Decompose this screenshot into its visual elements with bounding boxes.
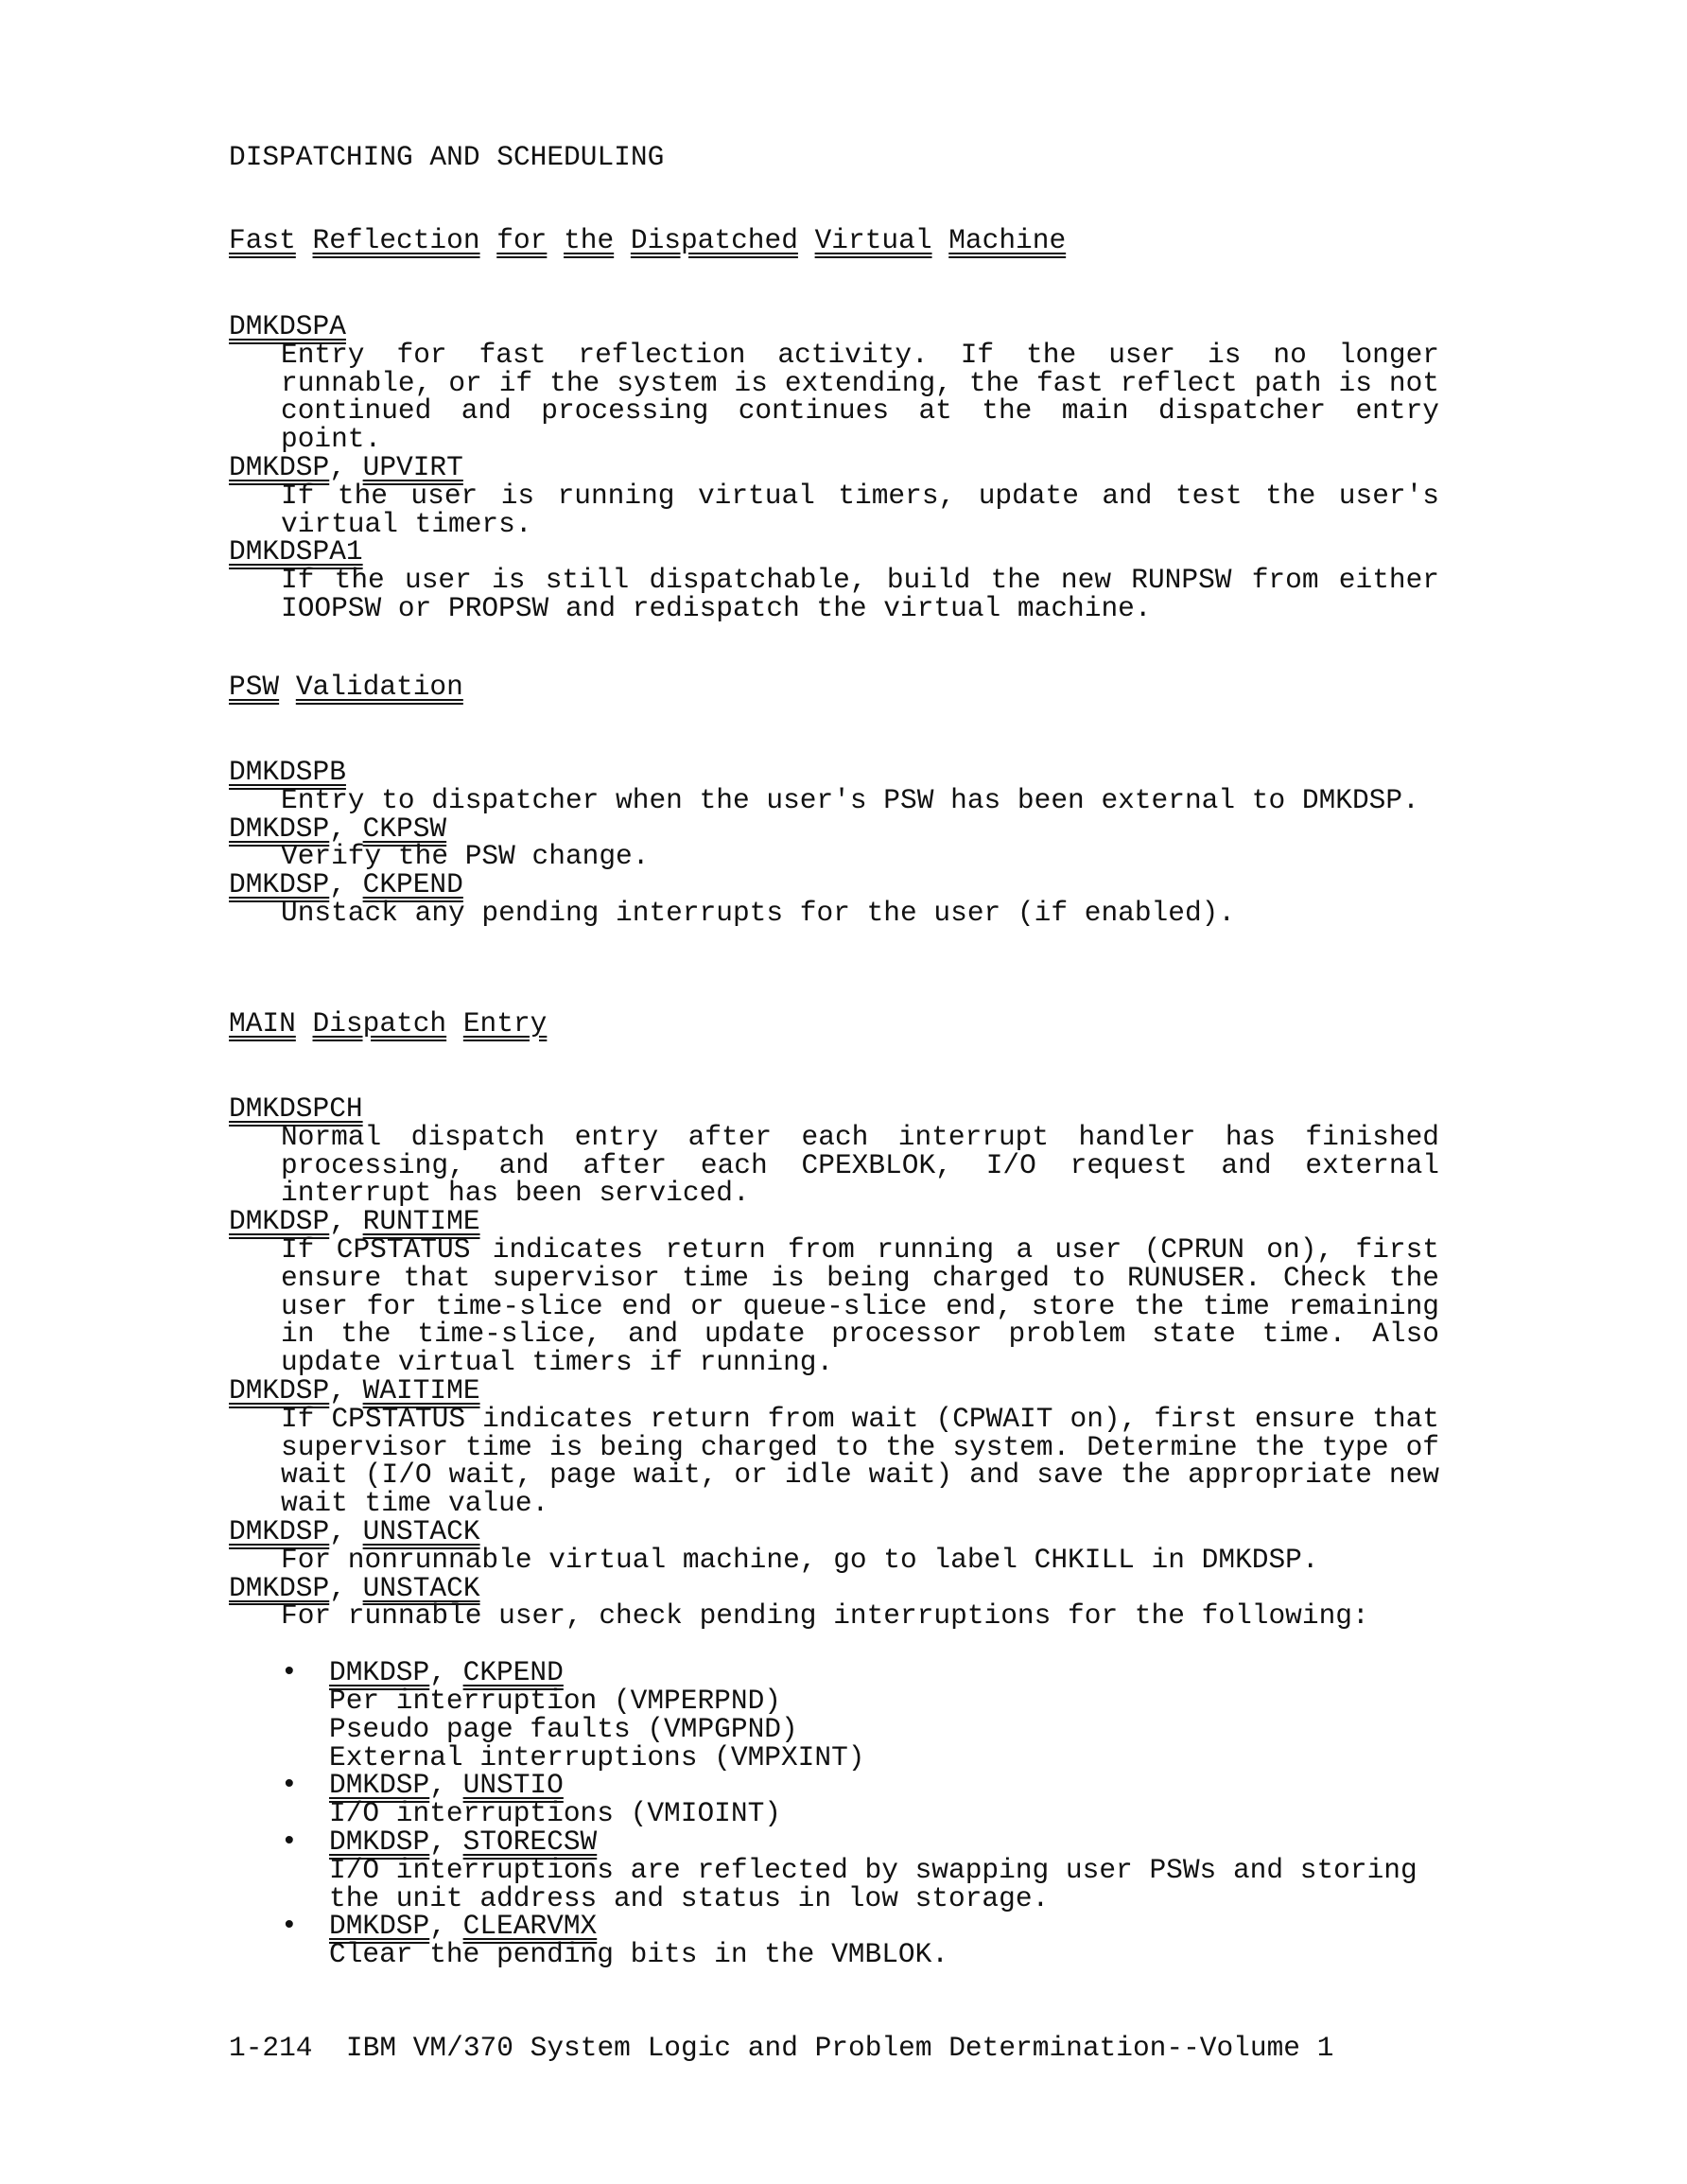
entry-label: DMKDSPA1 [229, 535, 363, 568]
entry-description: If the user is still dispatchable, build the new RUNPSW from either IOOPSW or PROPSW and redispatch the virtual machine. [281, 564, 1439, 624]
running-head: DISPATCHING AND SCHEDULING [229, 141, 665, 173]
section-title-psw-validation: PSW Validation [229, 671, 463, 703]
entry-description: Verify the PSW change. [281, 840, 650, 873]
entry-dmkdsp-waitime [229, 1373, 1439, 1520]
entry-description: Entry to dispatcher when the user's PSW has been external to DMKDSP. [281, 783, 1419, 816]
entry-dmkdsp-unstack-runnable [229, 1571, 1439, 1971]
entry-description: For runnable user, check pending interruptions for the following: [281, 1599, 1369, 1633]
entry-label: DMKDSPCH [229, 1092, 363, 1125]
bullet-item-unstio: • DMKDSP, UNSTIO I/O interruptions (VMIOINT) [281, 1769, 781, 1830]
entry-dmkdspa [229, 310, 1439, 456]
bullet-dot-icon: • [281, 1825, 298, 1858]
bullet-list [229, 1656, 1439, 1971]
entry-label: DMKDSP, CKPEND [229, 868, 463, 901]
entry-list-main-dispatch [229, 1092, 1439, 1971]
entry-dmkdsp-runtime [229, 1205, 1439, 1379]
entry-list-fast-reflection [229, 310, 1439, 624]
entry-description: Normal dispatch entry after each interrupt handler has finished processing, and after each CPEXBLOK, I/O request and external interrupt has been serviced. [281, 1120, 1439, 1210]
section-title-main-dispatch: MAIN Dispatch Entry [229, 1007, 548, 1040]
page-footer [229, 2032, 1334, 2064]
bullet-dot-icon: • [281, 1769, 298, 1802]
entry-dmkdspa1 [229, 535, 1439, 624]
bullet-dot-icon: • [281, 1656, 298, 1689]
page-number: 1-214 [229, 2032, 313, 2064]
entry-description: If CPSTATUS indicates return from wait (CPWAIT on), first ensure that supervisor time is being charged to the system. Determine the type of wait (I/O wait, page wait, or idle wait) and save the appropriate new wait time value. [281, 1402, 1439, 1520]
bullet-dot-icon: • [281, 1910, 298, 1943]
bullet-item-ckpend: • DMKDSP, CKPEND Per interruption (VMPERPND) Pseudo page faults (VMPGPND) External interruptions (VMPXINT) [281, 1656, 865, 1773]
entry-label: DMKDSP, RUNTIME [229, 1205, 480, 1238]
entry-label: DMKDSP, UNSTACK [229, 1571, 480, 1604]
bullet-item-storecsw: • DMKDSP, STORECSW I/O interruptions are reflected by swapping user PSWs and storing the unit address and status in low storage. [281, 1825, 1417, 1914]
bullet-item-clearvmx: • DMKDSP, CLEARVMX Clear the pending bits in the VMBLOK. [281, 1910, 949, 1971]
entry-label: DMKDSP, UPVIRT [229, 450, 463, 483]
entry-dmkdspch [229, 1092, 1439, 1210]
entry-description: If the user is running virtual timers, update and test the user's virtual timers. [281, 479, 1439, 540]
entry-label: DMKDSPB [229, 756, 346, 788]
entry-description: If CPSTATUS indicates return from running a user (CPRUN on), first ensure that supervisor time is being charged to RUNUSER. Check the user for time-slice end or queue-slice end, store the time remaining in the time-slice, and update processor problem state time. Also update virtual timers if running. [281, 1232, 1439, 1379]
entry-dmkdsp-unstack-nonrunnable [229, 1514, 1439, 1576]
entry-label: DMKDSPA [229, 310, 346, 342]
entry-label: DMKDSP, CKPSW [229, 812, 447, 845]
entry-dmkdspb [229, 756, 1439, 816]
entry-description: Unstack any pending interrupts for the user (if enabled). [281, 896, 1236, 929]
book-title: IBM VM/370 System Logic and Problem Determination--Volume 1 [345, 2032, 1334, 2064]
entry-list-psw-validation [229, 756, 1439, 929]
entry-label: DMKDSP, UNSTACK [229, 1514, 480, 1547]
section-title-fast-reflection: Fast Reflection for the Dispatched Virtual Machine [229, 224, 1067, 256]
entry-dmkdsp-ckpend [229, 868, 1439, 929]
entry-dmkdsp-upvirt [229, 450, 1439, 540]
entry-label: DMKDSP, WAITIME [229, 1373, 480, 1406]
entry-description: Entry for fast reflection activity. If the user is no longer runnable, or if the system is extending, the fast reflect path is not continued and processing continues at the main dispatcher entry point. [281, 338, 1439, 456]
entry-description: For nonrunnable virtual machine, go to label CHKILL in DMKDSP. [281, 1543, 1319, 1576]
entry-dmkdsp-ckpsw [229, 812, 1439, 873]
